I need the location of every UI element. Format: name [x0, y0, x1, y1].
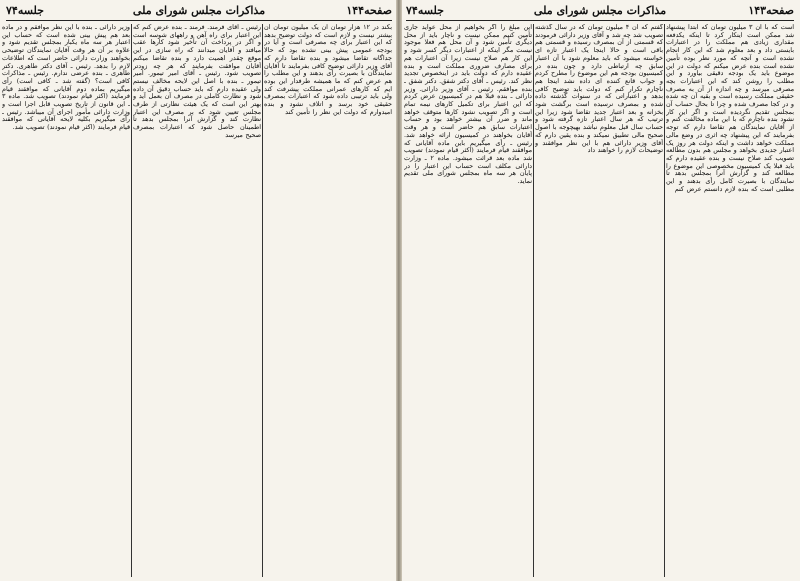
text-column: وزیر دارائی ـ بنده با این نظر موافقم و در ماده بعد هم پیش بینی شده است که حساب این اعتبار هر سه ماه یکبار بمجلس تقدیم شود و علاوه بر آن هر وقت آقایان نمایندگان توضیحی بخواهند وزارت دارائی حاضر است که اطلاعات لازم را بدهد. رئیس ـ آقای دکتر طاهری. دکتر طاهری ـ بنده عرضی ندارم. رئیس ـ مذاکرات کافی است؟ (گفته شد ـ کافی است) رأی میگیریم بماده دوم آقایانی که موافقند قیام فرمایند (اکثر قیام نمودند) تصویب شد. ماده ۳ ـ این قانون از تاریخ تصویب قابل اجرا است و وزارت دارائی مأمور اجرای آن میباشد. رئیس ـ رأی میگیریم بکلیه لایحه آقایانی که موافقند قیام فرمایند (اکثر قیام نمودند) تصویب شد.: [2, 24, 130, 132]
session-number: جلسه۷۴: [406, 4, 444, 17]
text-columns: [2, 24, 392, 577]
session-number: جلسه۷۴: [6, 4, 44, 17]
text-column: گفتم که آن ۴ میلیون تومان که در سال گذشته تصویب شد چه شد و آقای وزیر دارائی فرمودند که قسمتی از آن بمصرف رسیده و قسمتی هم باقی است و حالا اینجا یک اعتبار تازه ای خواسته میشود که باید معلوم شود با آن اعتبار سابق چه ارتباطی دارد و چون بنده در کمیسیون بودجه هم این موضوع را مطرح کردم و جواب قانع کننده ای داده نشد اینجا هم ناچارم تکرار کنم که دولت باید توضیح کافی بدهد و اعتباراتی که در سنوات گذشته داده شده و بمصرف نرسیده است برگشت شود بخزانه و بعد اعتبار جدید تقاضا شود زیرا این ترتیب که هر سال اعتبار تازه گرفته شود و حساب سال قبل معلوم نباشد بهیچوجه با اصول صحیح مالی تطبیق نمیکند و بنده یقین دارم که آقای وزیر دارائی هم با این نظر موافقند و توضیحات لازم را خواهند داد: [535, 24, 663, 155]
page-header: [406, 4, 794, 21]
right-page: [402, 0, 800, 581]
publication-title: مذاکرات مجلس شورای ملی: [132, 4, 266, 17]
text-column: بکند در ۱۲ هزار تومان آن یک میلیون تومان آن بیشتر نیست و لازم است که دولت توضیح بدهد که این اعتبار برای چه مصرفی است و آیا در بودجه عمومی پیش بینی نشده بود که حالا جداگانه تقاضا میشود و بنده تقاضا دارم که آقای وزیر دارائی توضیح کافی بفرمایند تا آقایان نمایندگان با بصیرت رأی بدهند و این مطلب را هم عرض کنم که ما همیشه طرفدار این بوده ایم که کارهای عمرانی مملکت پیشرفت کند ولی باید ترتیبی داده شود که اعتبارات بمصرف حقیقی خود برسد و اتلاف نشود و بنده امیدوارم که دولت این نظر را تأمین کند: [264, 24, 392, 116]
page-header: [6, 4, 392, 21]
left-page: [0, 0, 396, 581]
column-divider: [533, 24, 534, 577]
column-divider: [131, 24, 132, 577]
publication-title: مذاکرات مجلس شورای ملی: [533, 4, 667, 17]
binding-gutter: [396, 0, 402, 581]
page-number: صفحه۱۴۳: [748, 4, 794, 17]
column-divider: [262, 24, 263, 577]
text-column: این مبلغ را اگر بخواهیم از محل عواید جاری تأمین کنیم ممکن نیست و ناچار باید از محل دیگری تأمین شود و آن محل هم فعلا موجود نیست مگر اینکه از اعتبارات دیگر کسر شود و این کار هم صلاح نیست زیرا آن اعتبارات هم برای مصارف ضروری مملکت است و بنده عقیده دارم که دولت باید در اینخصوص تجدید نظر کند. رئیس ـ آقای دکتر شفق. دکتر شفق ـ بنده موافقم. رئیس ـ آقای وزیر دارائی. وزیر دارائی ـ بنده قبلا هم در کمیسیون عرض کردم که این اعتبار برای تکمیل کارهای نیمه تمام است و اگر تصویب نشود کارها متوقف خواهد ماند و ضرر آن بیشتر خواهد بود و حساب اعتبارات سابق هم حاضر است و هر وقت آقایان بخواهند در کمیسیون ارائه خواهد شد. رئیس ـ رأی میگیریم باین ماده آقایانی که موافقند قیام فرمایند (اکثر قیام نمودند) تصویب شد ماده بعد قرائت میشود. ماده ۲ ـ وزارت دارائی مکلف است حساب این اعتبار را در پایان هر سه ماه بمجلس شورای ملی تقدیم نماید.: [404, 24, 532, 186]
text-column: است که با آن ۳ میلیون تومان که ابتدا پیشنهاد شد ممکن است اینکار کرد تا اینکه یکدفعه مقداری زیادی هم مملکت را در اعتبارات بایستی داد و بعد معلوم شد که این کار انجام نشده است و آنچه که مورد نظر بوده تأمین نشده است بنده عرض میکنم که دولت در این موضوع باید یک بودجه دقیقی بیاورد و این مطلب را روشن کند که این اعتبارات بچه مصرفی میرسد و چه اندازه از آن به مصرف حقیقی مملکت رسیده است و بقیه آن چه شده و در کجا مصرف شده و چرا تا بحال حساب آن بمجلس تقدیم نگردیده است و اگر این کار نشود بنده ناچارم که با این ماده مخالفت کنم و از آقایان نمایندگان هم تقاضا دارم که توجه بفرمایند که این پیشنهاد چه اثری در وضع مالی مملکت خواهد داشت و اینکه دولت هر روز یک اعتبار جدیدی بخواهد و مجلس هم بدون مطالعه تصویب کند صلاح نیست و بنده عقیده دارم که باید قبلا یک کمیسیون مخصوصی این موضوع را مطالعه کند و گزارش آنرا بمجلس بدهد تا نمایندگان با بصیرت کامل رأی بدهند و این مطلبی است که بنده لازم دانستم عرض کنم: [666, 24, 794, 193]
column-divider: [664, 24, 665, 577]
text-column: رئیس ـ آقای فرمند. فرمند ـ بنده عرض کنم که این اعتبار برای راه آهن و راههای شوسه است و اگر در پرداخت آن تأخیر شود کارها عقب میافتد و آقایان میدانند که راه سازی در این موقع چقدر اهمیت دارد و بنده تقاضا میکنم آقایان موافقت بفرمایند که هر چه زودتر تصویب شود. رئیس ـ آقای امیر تیمور. امیر تیمور ـ بنده با اصل این لایحه مخالف نیستم ولی عقیده دارم که باید حساب دقیق آن داده شود و نظارت کاملی در مصرف آن بعمل آید و بهتر این است که یک هیئت نظارتی از طرف مجلس تعیین شود که بر مصرف این اعتبار نظارت کند و گزارش آنرا بمجلس بدهد تا اطمینان حاصل شود که اعتبارات بمصرف صحیح میرسد: [133, 24, 261, 139]
page-number: صفحه۱۴۴: [346, 4, 392, 17]
text-columns: [406, 24, 794, 577]
